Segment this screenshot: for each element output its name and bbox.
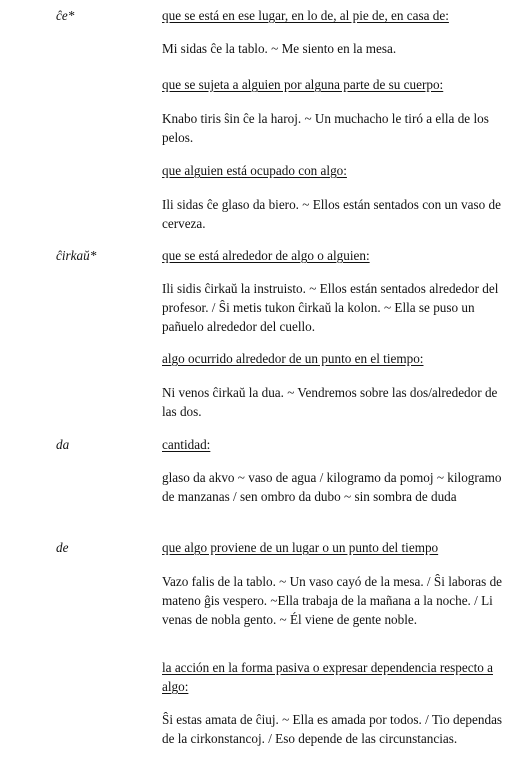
entry-term: ĉe* (56, 8, 75, 23)
sense-definition: la acción en la forma pasiva o expresar dependencia respecto a algo: (162, 660, 493, 694)
sense-definition: que se sujeta a alguien por alguna parte de su cuerpo: (162, 77, 444, 92)
entry-term: de (56, 540, 69, 555)
sense-example: Ni venos ĉirkaŭ la dua. ~ Vendremos sobre las dos/alrededor de las dos. (162, 385, 498, 419)
sense-example: Ili sidis ĉirkaŭ la instruisto. ~ Ellos están sentados alrededor del profesor. / Ŝi metis tukon ĉirkaŭ la kolon. ~ Ella se puso un pañuelo alrededor del cuello. (162, 281, 499, 334)
sense-example: Vazo falis de la tablo. ~ Un vaso cayó de la mesa. / Ŝi laboras de mateno ĝis vespero. ~Ella trabaja de la mañana a la noche. / Li venas de nobla gento. ~ Él viene de gente noble. (162, 574, 503, 627)
entry-term: da (56, 437, 70, 452)
sense-example: Mi sidas ĉe la tablo. ~ Me siento en la mesa. (162, 41, 397, 56)
sense-example: Ŝi estas amata de ĉiuj. ~ Ella es amada por todos. / Tio dependas de la cirkonstancoj. / Eso depende de las circunstancias. (162, 712, 503, 746)
sense-definition: que algo proviene de un lugar o un punto del tiempo (162, 540, 439, 555)
sense-example: Ili sidas ĉe glaso da biero. ~ Ellos están sentados con un vaso de cerveza. (162, 197, 501, 231)
entry-term: ĉirkaŭ* (56, 248, 97, 263)
sense-definition: cantidad: (162, 437, 211, 452)
sense-definition: algo ocurrido alrededor de un punto en el tiempo: (162, 351, 424, 366)
sense-definition: que alguien está ocupado con algo: (162, 163, 347, 178)
sense-definition: que se está alrededor de algo o alguien: (162, 248, 370, 263)
sense-example: Knabo tiris ŝin ĉe la haroj. ~ Un muchacho le tiró a ella de los pelos. (162, 111, 489, 145)
sense-definition: que se está en ese lugar, en lo de, al pie de, en casa de: (162, 8, 449, 23)
sense-example: glaso da akvo ~ vaso de agua / kilogramo da pomoj ~ kilogramo de manzanas / sen ombro da dubo ~ sin sombra de duda (162, 470, 502, 504)
